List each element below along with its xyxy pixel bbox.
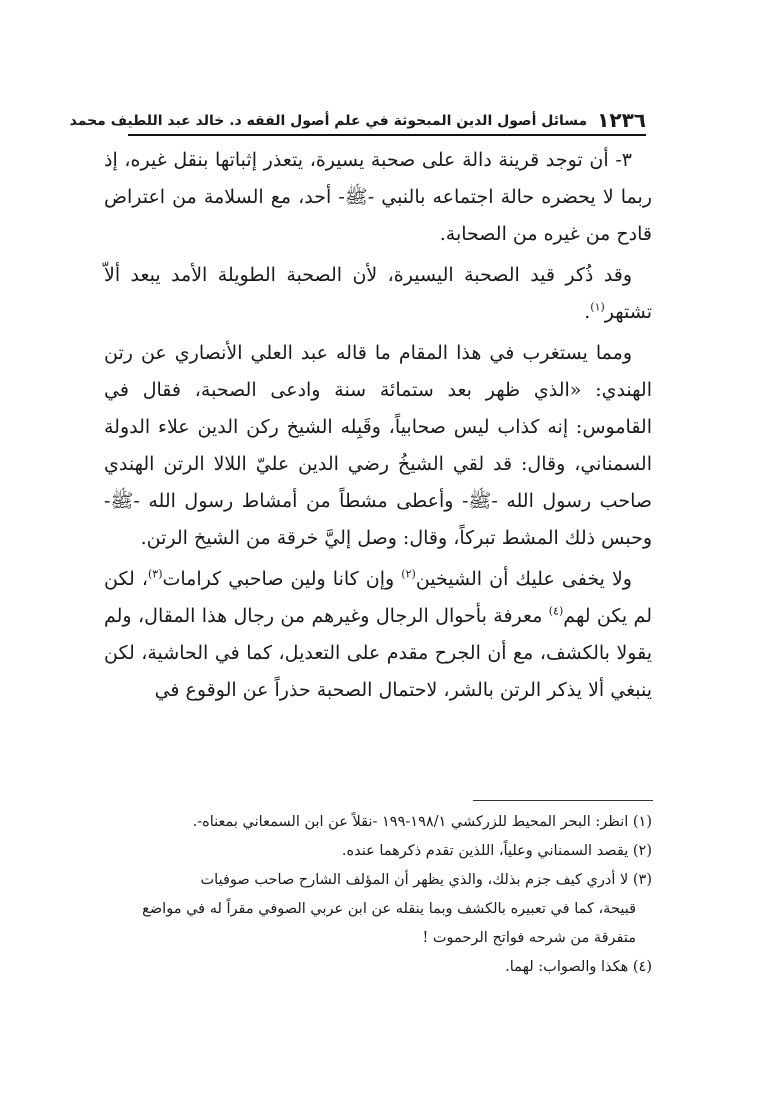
header-rule: [128, 134, 646, 136]
paragraph-text: معرفة بأحوال الرجال وغيرهم من رجال هذا المقال، ولم يقولا بالكشف، مع أن الجرح مقدم على التعديل، كما في الحاشية، لكن ينبغي ألا يذكر الرتن بالشر، لاحتمال الصحبة حذراً عن الوقوع في: [104, 605, 652, 701]
footnote-ref-4: (٤): [548, 604, 564, 618]
paragraph-text: وقد ذُكر قيد الصحبة اليسيرة، لأن الصحبة الطويلة الأمد يبعد ألاّ تشتهر: [104, 264, 652, 323]
footnote-ref-3: (٣): [147, 567, 163, 581]
running-title: مسائل أصول الدين المبحوثة في علم أصول الفقه د. خالد عبد اللطيف محمد: [69, 113, 588, 129]
paragraph-two-sheikhs: [104, 561, 652, 709]
paragraph-text: ولا يخفى عليك أن الشيخين: [415, 568, 632, 590]
footnote-ref-1: (١): [590, 300, 605, 314]
paragraph-brief-companionship: وقد ذُكر قيد الصحبة اليسيرة، لأن الصحبة الطويلة الأمد يبعد ألاّ تشتهر$^{(١)}$.: [104, 264, 652, 323]
paragraph-text: ، لكن لم يكن لهم: [104, 568, 652, 627]
footnote-3: (٣) لا أدري كيف جزم بذلك، والذي يظهر أن المؤلف الشارح صاحب صوفيات: [200, 872, 652, 888]
footnote-ref-2: (٢): [401, 567, 416, 581]
footnote-3-continued: متفرقة من شرحه فواتح الرحموت !: [422, 930, 636, 946]
footnote-2: (٢) يقصد السمناني وعلياً، اللذين تقدم ذكرهما عنده.: [341, 843, 652, 859]
footnotes: [104, 808, 652, 982]
footnote-4: (٤) هكذا والصواب: لهما.: [505, 959, 652, 975]
page-header: [69, 104, 646, 132]
paragraph-text: وإن كانا ولين صاحبي كرامات: [162, 568, 395, 590]
paragraph-point-3: ٣- أن توجد قرينة دالة على صحبة يسيرة، يتعذر إثباتها بنقل غيره، إذ ربما لا يحضره حالة اجتماعه بالنبي -ﷺ- أحد، مع السلامة من اعتراض قادح من غيره من الصحابة.: [104, 149, 652, 245]
page-number: ١٢٣٦: [597, 108, 646, 132]
footnote-1: (١) انظر: البحر المحيط للزركشي ١٩٨/١-١٩٩ -نقلاً عن ابن السمعاني بمعناه-.: [192, 814, 652, 830]
main-text: [104, 142, 652, 713]
footnote-rule: [473, 800, 653, 801]
paragraph-ratan-hindi: ومما يستغرب في هذا المقام ما قاله عبد العلي الأنصاري عن رتن الهندي: «الذي ظهر بعد ستمائة سنة وادعى الصحبة، فقال في القاموس: إنه كذاب ليس صحابياً، وقَبِله الشيخ ركن الدين علاء الدولة السمناني، وقال: قد لقي الشيخُ رضي الدين عليّ اللالا الرتن الهندي صاحب رسول الله -ﷺ- وأعطى مشطاً من أمشاط رسول الله -ﷺ- وحبس ذلك المشط تبركاً، وقال: وصل إليَّ خرقة من الشيخ الرتن.: [104, 342, 652, 549]
footnote-3-continued: قبيحة، كما في تعبيره بالكشف وبما ينقله عن ابن عربي الصوفي مقراً له في مواضع: [142, 901, 636, 917]
